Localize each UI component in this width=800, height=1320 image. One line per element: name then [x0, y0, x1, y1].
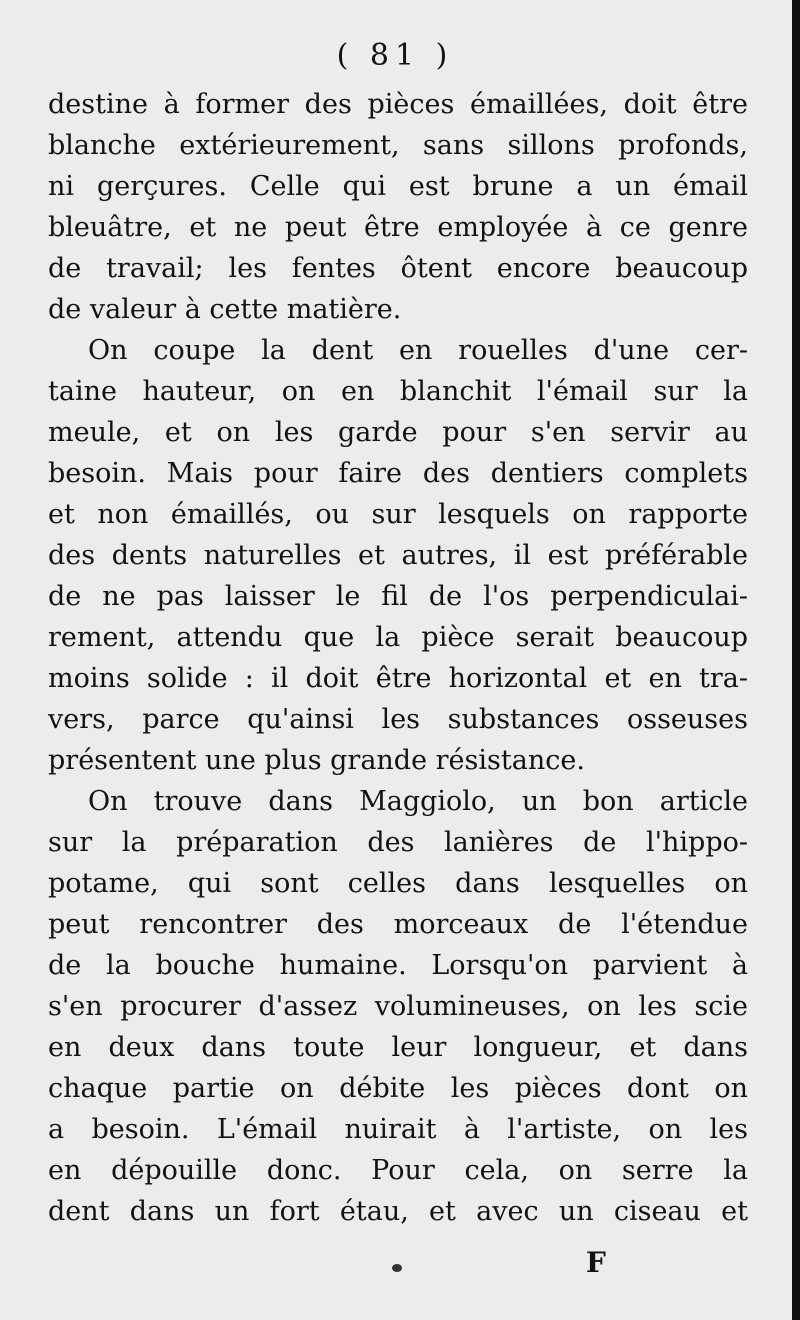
text-line: a besoin. L'émail nuirait à l'artiste, on les: [48, 1114, 748, 1145]
text-line: sur la préparation des lanières de l'hippo-: [48, 827, 748, 858]
text-line: et non émaillés, ou sur lesquels on rapporte: [48, 499, 748, 530]
text-line: destine à former des pièces émaillées, doit être: [48, 89, 748, 120]
text-line: bleuâtre, et ne peut être employée à ce genre: [48, 212, 748, 243]
text-line: en deux dans toute leur longueur, et dans: [48, 1032, 748, 1063]
body-text: [48, 84, 748, 1232]
signature-mark: F: [586, 1246, 606, 1279]
text-line: rement, attendu que la pièce serait beaucoup: [48, 622, 748, 653]
page-edge-shadow: [792, 0, 800, 1320]
text-line: des dents naturelles et autres, il est préférable: [48, 540, 748, 571]
text-line: besoin. Mais pour faire des dentiers complets: [48, 458, 748, 489]
text-line: moins solide : il doit être horizontal et en tra-: [48, 663, 748, 694]
page-number: ( 81 ): [336, 38, 454, 73]
text-line: en dépouille donc. Pour cela, on serre la: [48, 1155, 748, 1186]
text-line: meule, et on les garde pour s'en servir au: [48, 417, 748, 448]
text-line: taine hauteur, on en blanchit l'émail sur la: [48, 376, 748, 407]
text-line: dent dans un fort étau, et avec un ciseau et: [48, 1196, 748, 1227]
ink-spot: [392, 1264, 402, 1272]
text-line: On coupe la dent en rouelles d'une cer-: [88, 335, 748, 366]
text-line: On trouve dans Maggiolo, un bon article: [88, 786, 748, 817]
text-line: présentent une plus grande résistance.: [48, 745, 585, 776]
text-line: de valeur à cette matière.: [48, 294, 402, 325]
text-line: de ne pas laisser le fil de l'os perpendiculai-: [48, 581, 748, 612]
text-line: potame, qui sont celles dans lesquelles on: [48, 868, 748, 899]
text-line: peut rencontrer des morceaux de l'étendue: [48, 909, 748, 940]
text-line: vers, parce qu'ainsi les substances osseuses: [48, 704, 748, 735]
text-line: chaque partie on débite les pièces dont on: [48, 1073, 748, 1104]
text-line: de la bouche humaine. Lorsqu'on parvient à: [48, 950, 748, 981]
text-line: blanche extérieurement, sans sillons profonds,: [48, 130, 748, 161]
text-line: de travail; les fentes ôtent encore beaucoup: [48, 253, 748, 284]
text-line: s'en procurer d'assez volumineuses, on les scie: [48, 991, 748, 1022]
text-line: ni gerçures. Celle qui est brune a un émail: [48, 171, 748, 202]
